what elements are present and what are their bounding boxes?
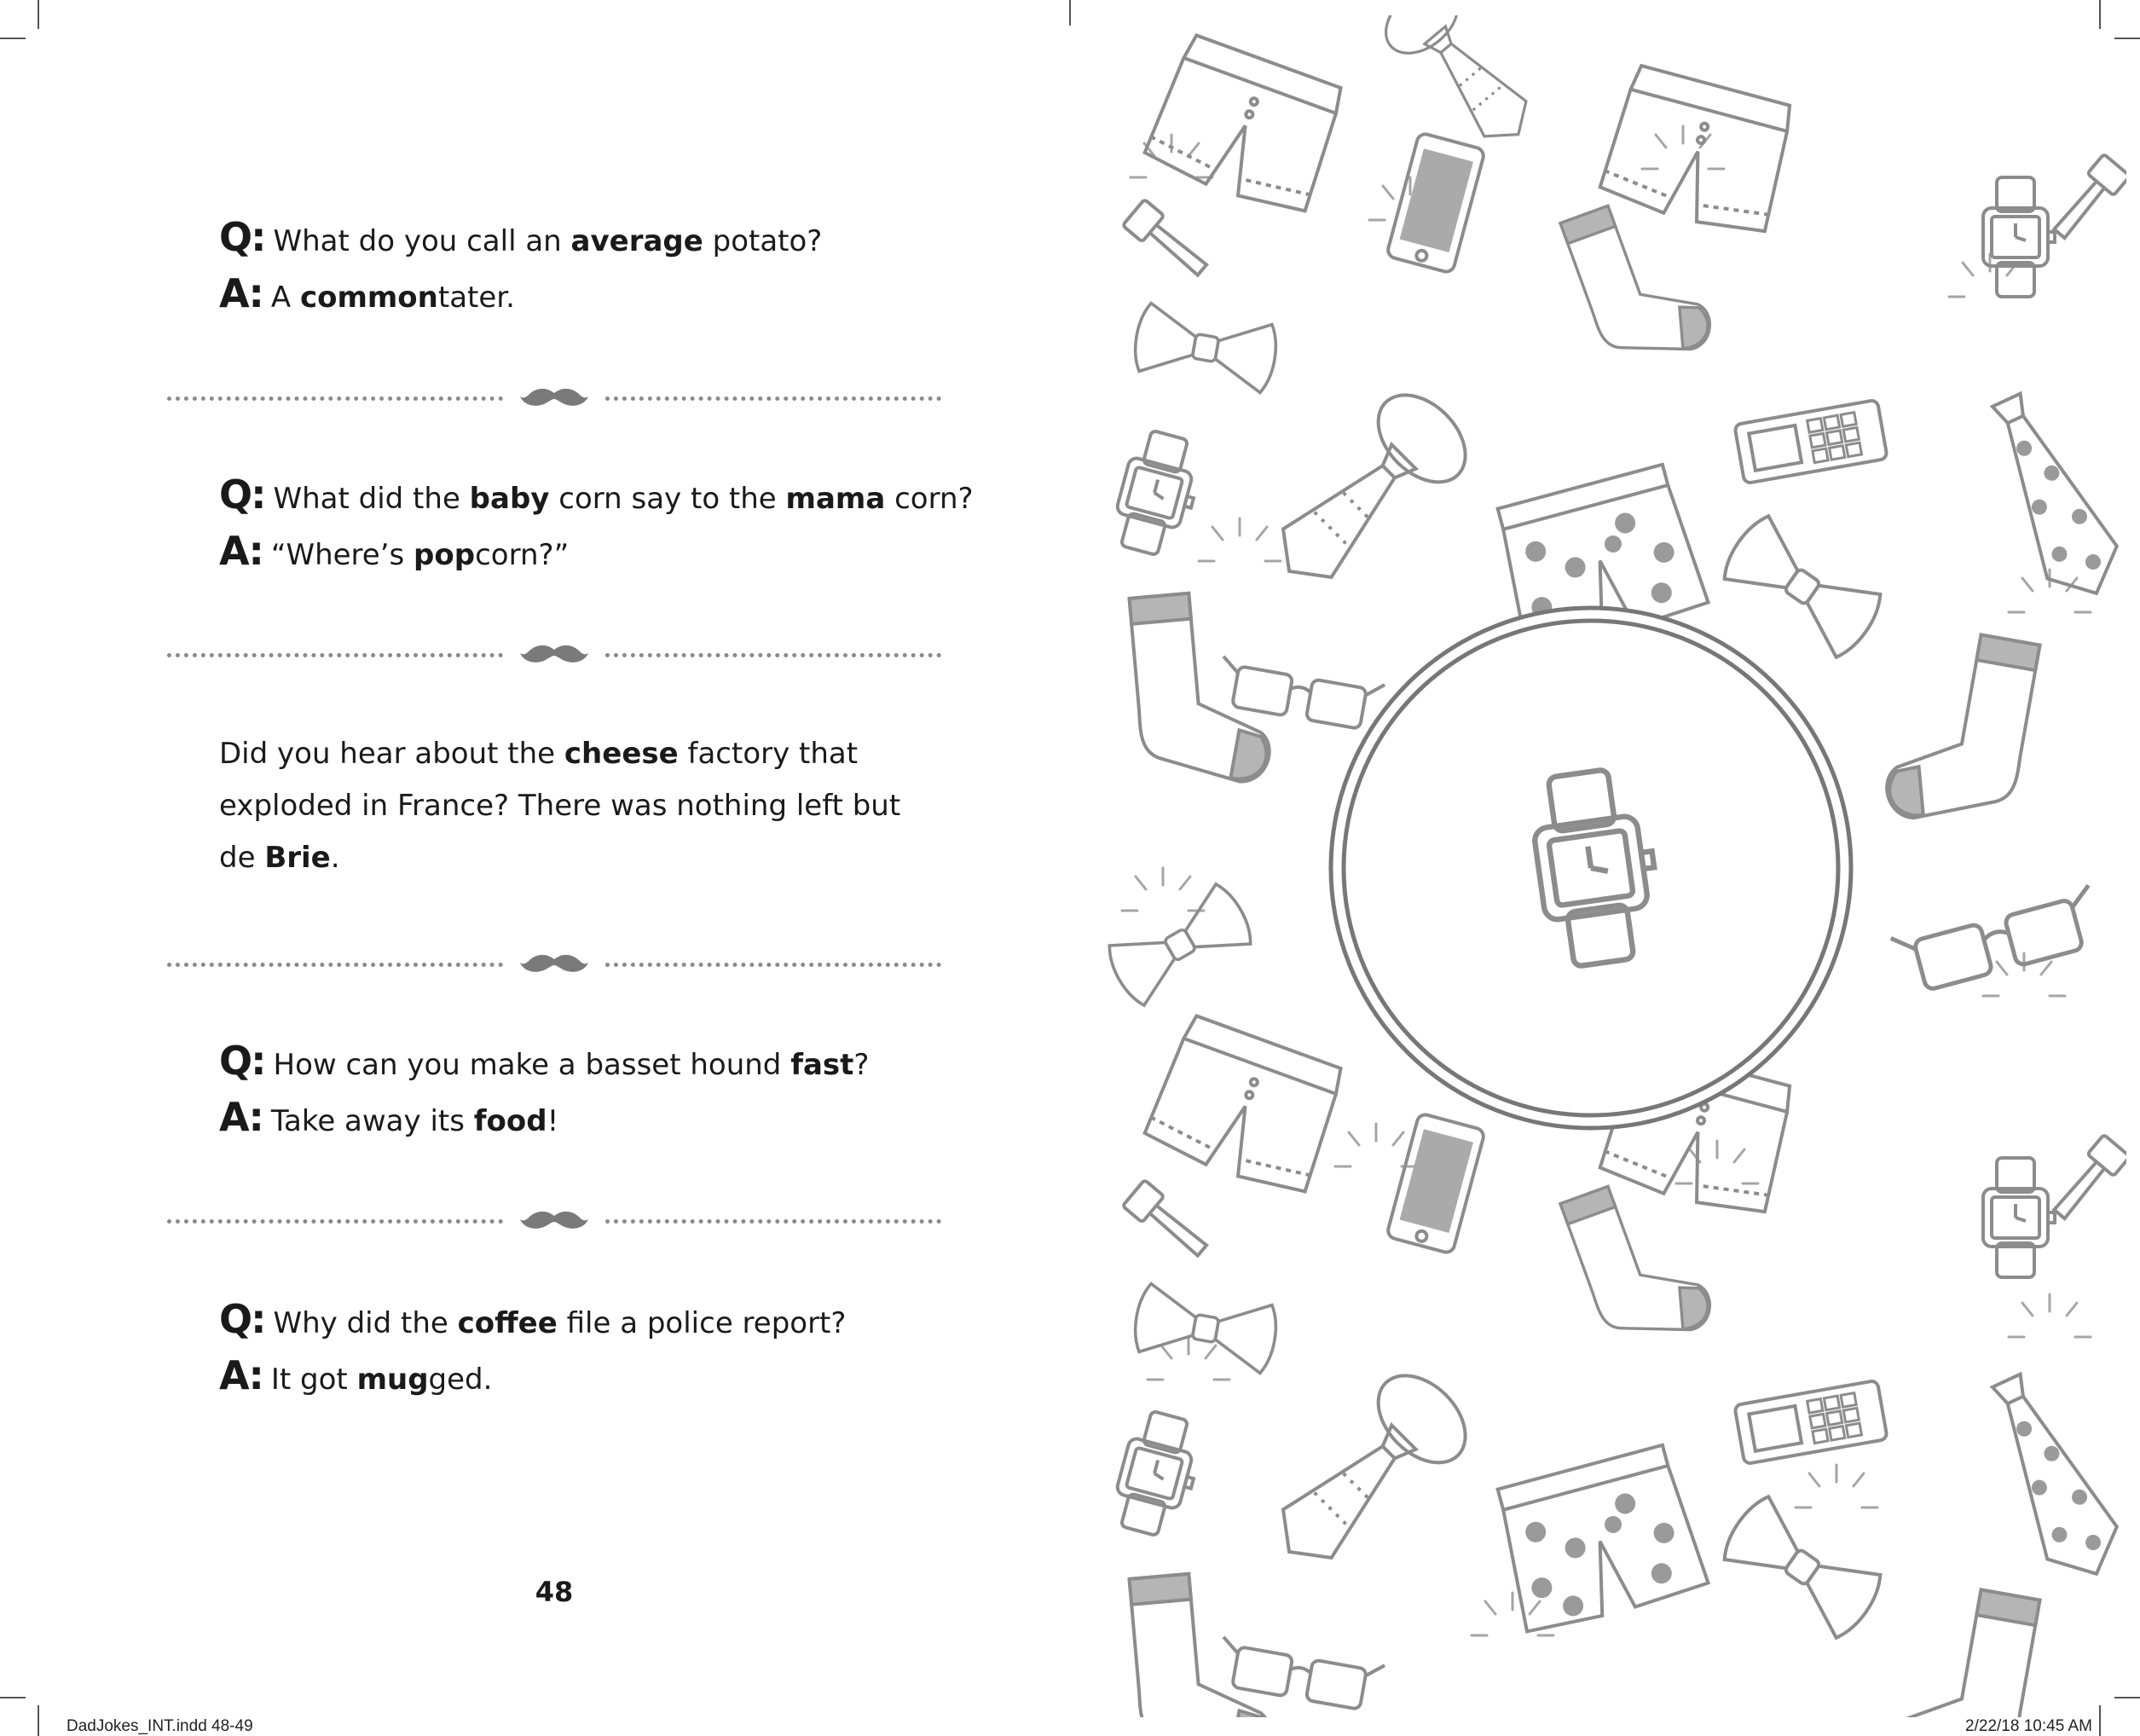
tie-icon: [1253, 1359, 1483, 1588]
question-label: Q:: [219, 472, 265, 518]
answer-label: A:: [219, 1094, 263, 1140]
answer-label: A:: [219, 270, 263, 316]
sock-icon: [1560, 1167, 1717, 1357]
watch-icon: [1983, 1158, 2055, 1277]
old-phone-icon: [1734, 1380, 1888, 1464]
tie-icon: [1972, 1364, 2126, 1590]
boxer-shorts-icon: [1598, 64, 1798, 240]
razor-icon: [1123, 1180, 1213, 1264]
mustache-divider: [167, 1207, 941, 1233]
sock-icon: [1129, 1568, 1272, 1717]
sock-icon: [1883, 1578, 2040, 1717]
answer-line: A: It got mugged.: [219, 1352, 493, 1398]
answer-label: A:: [219, 528, 263, 574]
mustache-divider: [167, 385, 941, 410]
doodle-pattern: [1069, 15, 2126, 1717]
dotted-rule: [167, 963, 503, 967]
joke-3: [219, 728, 952, 884]
mustache-icon: [520, 641, 588, 667]
question-line: Q: Why did the coffee file a police report?: [219, 1296, 847, 1342]
answer-label: A:: [219, 1352, 263, 1398]
joke-line: exploded in France? There was nothing left but: [219, 789, 901, 823]
sock-icon: [1883, 623, 2040, 835]
page-number: 48: [535, 1576, 574, 1608]
answer-line: A: A commontater.: [219, 270, 515, 316]
dotted-rule: [605, 963, 941, 967]
dotted-rule: [605, 653, 941, 657]
razor-icon: [2046, 1135, 2126, 1225]
bow-tie-icon: [1131, 302, 1281, 394]
dotted-rule: [167, 1219, 503, 1224]
question-label: Q:: [219, 1038, 265, 1084]
answer-line: A: Take away its food!: [219, 1094, 559, 1140]
mustache-icon: [520, 951, 588, 976]
dotted-rule: [167, 396, 503, 401]
old-phone-icon: [1734, 400, 1888, 483]
mustache-divider: [167, 641, 941, 667]
question-line: Q: What did the baby corn say to the mama corn?: [219, 472, 974, 518]
slug-filename: DadJokes_INT.indd 48-49: [67, 1717, 253, 1735]
sock-icon: [1560, 187, 1717, 377]
sock-icon: [1129, 587, 1272, 790]
joke-1: [219, 211, 952, 324]
glasses-icon: [1215, 1637, 1385, 1712]
watch-icon: [1108, 1408, 1207, 1542]
tie-icon: [1373, 15, 1549, 161]
boxer-shorts-icon: [1489, 1443, 1709, 1635]
right-page-illustration: [1069, 15, 2126, 1717]
question-label: Q:: [219, 214, 265, 260]
bow-tie-icon: [1716, 1491, 1888, 1643]
joke-line: Did you hear about the cheese factory that: [219, 737, 859, 771]
glasses-icon: [1891, 885, 2104, 996]
left-page: [0, 0, 1066, 1736]
answer-line: A: “Where’s popcorn?”: [219, 528, 570, 574]
boxer-shorts-icon: [1142, 32, 1349, 219]
question-label: Q:: [219, 1296, 265, 1342]
watch-icon: [1108, 427, 1207, 561]
question-line: Q: What do you call an average potato?: [219, 214, 823, 260]
question-line: Q: How can you make a basset hound fast?: [219, 1038, 870, 1084]
bow-tie-icon: [1131, 1282, 1281, 1374]
bow-tie-icon: [1716, 511, 1888, 663]
dotted-rule: [605, 1219, 941, 1224]
razor-icon: [2046, 154, 2126, 245]
center-medallion: [1331, 608, 1851, 1128]
mustache-divider: [167, 951, 941, 976]
dotted-rule: [167, 653, 503, 657]
watch-icon: [1983, 177, 2055, 297]
glasses-icon: [1215, 657, 1385, 732]
phone-icon: [1386, 132, 1485, 274]
mustache-icon: [520, 1207, 588, 1233]
tie-icon: [1253, 379, 1483, 608]
dotted-rule: [605, 396, 941, 401]
slug-datetime: 2/22/18 10:45 AM: [1965, 1717, 2092, 1735]
mustache-icon: [520, 385, 588, 410]
joke-line: de Brie.: [219, 841, 340, 875]
joke-5: [219, 1293, 952, 1406]
joke-4: [219, 1035, 952, 1148]
bow-tie-icon: [1102, 880, 1258, 1010]
boxer-shorts-icon: [1142, 1013, 1349, 1200]
razor-icon: [1123, 200, 1213, 283]
joke-2: [219, 469, 974, 582]
